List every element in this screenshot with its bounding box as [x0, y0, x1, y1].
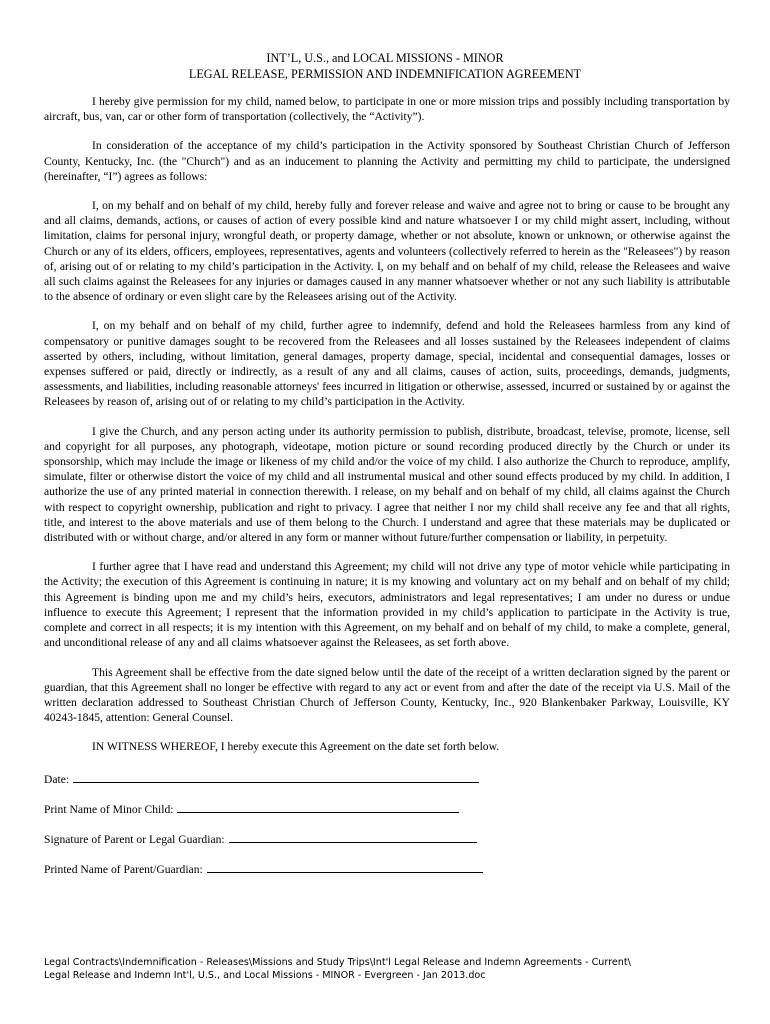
minor-name-field [44, 801, 730, 817]
signature-input-line[interactable] [229, 831, 477, 843]
date-label: Date: [44, 772, 70, 786]
paragraph-effective-date: This Agreement shall be effective from the date signed below until the date of the receipt of a written declaration signed by the parent or guardian, that this Agreement shall no longer be effective with regard to any act or event from and after the date of the receipt via U.S. Mail of the written declaration addressed to Southeast Christian Church of Jefferson County, Kentucky, Inc., 920 Blankenbaker Parkway, Louisville, KY 40243-1845, attention: General Counsel. [44, 665, 730, 725]
paragraph-release: I, on my behalf and on behalf of my child, hereby fully and forever release and waive and agree not to bring or cause to be brought any and all claims, demands, actions, or causes of action of every possible kind and nature whatsoever I or my child might assert, including, without limitation, claims for personal injury, wrongful death, or property damage, whether or not absolute, known or unknown, or otherwise against the Church or any of its elders, officers, employees, representatives, agents and volunteers (collectively referred to herein as the "Releasees") by reason of, arising out of or relating to my child’s participation in the Activity. I, on my behalf and on behalf of my child, release the Releasees and waive all such claims against the Releasees for any injuries or damages caused in any manner whatsoever whether or not any such liability is attributable to the absence of ordinary or even slight care by the Releasees arising out of the Activity. [44, 199, 730, 304]
paragraph-permission: I hereby give permission for my child, named below, to participate in one or more mission trips and possibly including transportation by aircraft, bus, van, car or other form of transportation (collectively, the “Activity”). [44, 95, 730, 124]
parent-name-input-line[interactable] [207, 861, 483, 873]
date-field [44, 771, 730, 787]
document-footer [44, 956, 744, 982]
parent-name-field [44, 861, 730, 877]
paragraph-indemnify: I, on my behalf and on behalf of my child, further agree to indemnify, defend and hold the Releasees harmless from any kind of compensatory or punitive damages sought to be recovered from the Releasees and all losses sustained by the Releasees independent of claims asserted by others, including, without limitation, general damages, property damage, special, incidental and consequential damages, losses or expenses suffered or paid, directly or indirectly, as a result of any and all claims, causes of action, suits, proceedings, demands, judgments, assessments, and liabilities, including reasonable attorneys' fees incurred in litigation or otherwise, assessed, incurred or sustained by or against the Releasees by reason of, arising out of or relating to my child’s participation in the Activity. [44, 319, 730, 409]
paragraph-consideration: In consideration of the acceptance of my child’s participation in the Activity sponsored by Southeast Christian Church of Jefferson County, Kentucky, Inc. (the "Church") and as an inducement to planning the Activity and permitting my child to participate, the undersigned (hereinafter, “I”) agrees as follows: [44, 139, 730, 183]
signature-field [44, 831, 730, 847]
footer-path-line-2: Legal Release and Indemn Int'l, U.S., and Local Missions - MINOR - Evergreen - Jan 2013.doc [44, 970, 486, 981]
document-body [44, 94, 730, 891]
footer-path-line-1: Legal Contracts\Indemnification - Releases\Missions and Study Trips\Int'l Legal Release and Indemn Agreements - Current\ [44, 957, 631, 968]
minor-name-label: Print Name of Minor Child: [44, 802, 174, 816]
signature-label: Signature of Parent or Legal Guardian: [44, 832, 225, 846]
title-line-1: INT’L, U.S., and LOCAL MISSIONS - MINOR [266, 51, 504, 65]
paragraph-agreement-terms: I further agree that I have read and understand this Agreement; my child will not drive any type of motor vehicle while participating in the Activity; the execution of this Agreement is continuing in nature; it is my knowing and voluntary act on my behalf and on behalf of my child; this Agreement is binding upon me and my child’s heirs, executors, administrators and legal representatives; I am under no duress or undue influence to execute this Agreement; I represent that the information provided in my child’s application to participate in the Activity is true, complete and correct in all respects; it is my intention with this Agreement, on my behalf and on behalf of my child, to make a complete, general, and unconditional release of any and all claims whatsoever against the Releasees, as set forth above. [44, 560, 730, 650]
date-input-line[interactable] [73, 771, 479, 783]
paragraph-witness: IN WITNESS WHEREOF, I hereby execute this Agreement on the date set forth below. [92, 740, 500, 754]
title-line-2: LEGAL RELEASE, PERMISSION AND INDEMNIFICATION AGREEMENT [188, 67, 582, 81]
paragraph-media-rights: I give the Church, and any person acting under its authority permission to publish, distribute, broadcast, televise, promote, license, sell and copyright for all purposes, any photograph, videotape, motion picture or sound recording produced directly by the Church or under its sponsorship, which may include the image or likeness of my child and/or the voice of my child. I also authorize the Church to reproduce, amplify, simulate, filter or otherwise distort the voice of my child and all instrumental musical and other sound effects produced by my child. In addition, I authorize the use of any printed material in connection therewith. I release, on my behalf and on behalf of my child, all claims against the Church with respect to copyright ownership, publication and right to privacy. I agree that neither I nor my child shall receive any fee and that all rights, title, and interest to the above materials and use of them belong to the Church. I understand and agree that these materials may be duplicated or distributed with or without charge, and/or altered in any form or manner without future/further compensation or liability, in perpetuity. [44, 424, 730, 545]
minor-name-input-line[interactable] [177, 801, 459, 813]
parent-name-label: Printed Name of Parent/Guardian: [44, 863, 203, 877]
document-title [0, 50, 770, 82]
